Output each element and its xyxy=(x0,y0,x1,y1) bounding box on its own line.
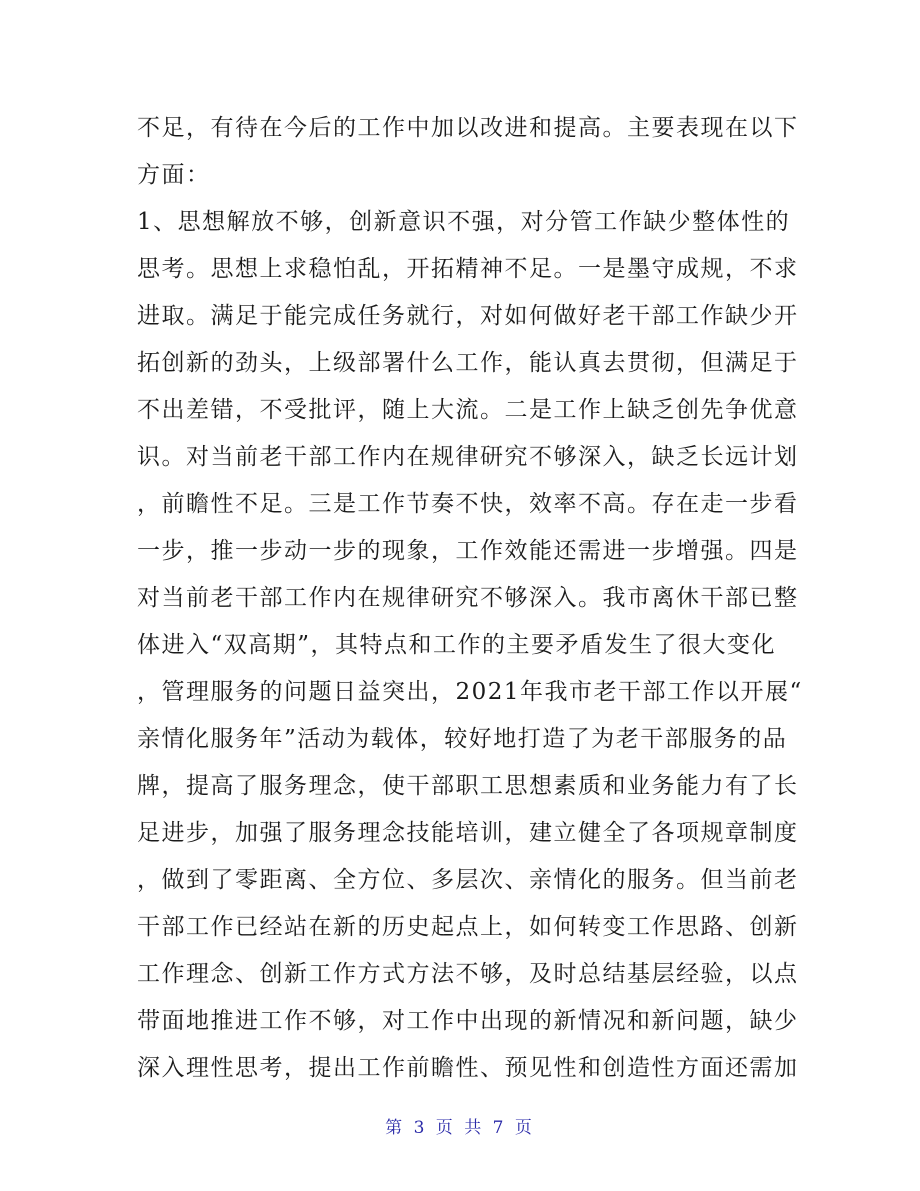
text-line: 一步，推一步动一步的现象，工作效能还需进一步增强。四是 xyxy=(137,538,799,564)
text-line: 识。对当前老干部工作内在规律研究不够深入，缺乏长远计划 xyxy=(137,444,799,470)
text-line: 牌，提高了服务理念，使干部职工思想素质和业务能力有了长 xyxy=(137,773,799,799)
text-line: ，做到了零距离、全方位、多层次、亲情化的服务。但当前老 xyxy=(137,867,799,893)
text-line: 拓创新的劲头，上级部署什么工作，能认真去贯彻，但满足于 xyxy=(137,350,799,376)
text-line: 体进入“双高期”，其特点和工作的主要矛盾发生了很大变化 xyxy=(137,632,777,658)
text-line: 不出差错，不受批评，随上大流。二是工作上缺乏创先争优意 xyxy=(137,397,799,423)
text-line: 干部工作已经站在新的历史起点上，如何转变工作思路、创新 xyxy=(137,914,799,940)
text-line: 深入理性思考，提出工作前瞻性、预见性和创造性方面还需加 xyxy=(137,1055,799,1081)
text-line: 带面地推进工作不够，对工作中出现的新情况和新问题，缺少 xyxy=(137,1008,799,1034)
text-line: ，前瞻性不足。三是工作节奏不快，效率不高。存在走一步看 xyxy=(137,491,799,517)
text-line: 思考。思想上求稳怕乱，开拓精神不足。一是墨守成规，不求 xyxy=(137,256,799,282)
text-line: 1、思想解放不够，创新意识不强，对分管工作缺少整体性的 xyxy=(137,209,791,235)
text-line: 进取。满足于能完成任务就行，对如何做好老干部工作缺少开 xyxy=(137,303,799,329)
text-line: 方面： xyxy=(137,162,211,188)
text-line: 亲情化服务年”活动为载体，较好地打造了为老干部服务的品 xyxy=(137,726,788,752)
text-line: ，管理服务的问题日益突出，2021年我市老干部工作以开展“ xyxy=(137,679,803,705)
text-line: 工作理念、创新工作方式方法不够，及时总结基层经验，以点 xyxy=(137,961,799,987)
text-line: 不足，有待在今后的工作中加以改进和提高。主要表现在以下 xyxy=(137,115,799,141)
page-number-footer: 第 3 页 共 7 页 xyxy=(385,1118,535,1138)
text-line: 足进步，加强了服务理念技能培训，建立健全了各项规章制度 xyxy=(137,820,799,846)
body-text xyxy=(137,105,803,1092)
text-line: 对当前老干部工作内在规律研究不够深入。我市离休干部已整 xyxy=(137,585,799,611)
